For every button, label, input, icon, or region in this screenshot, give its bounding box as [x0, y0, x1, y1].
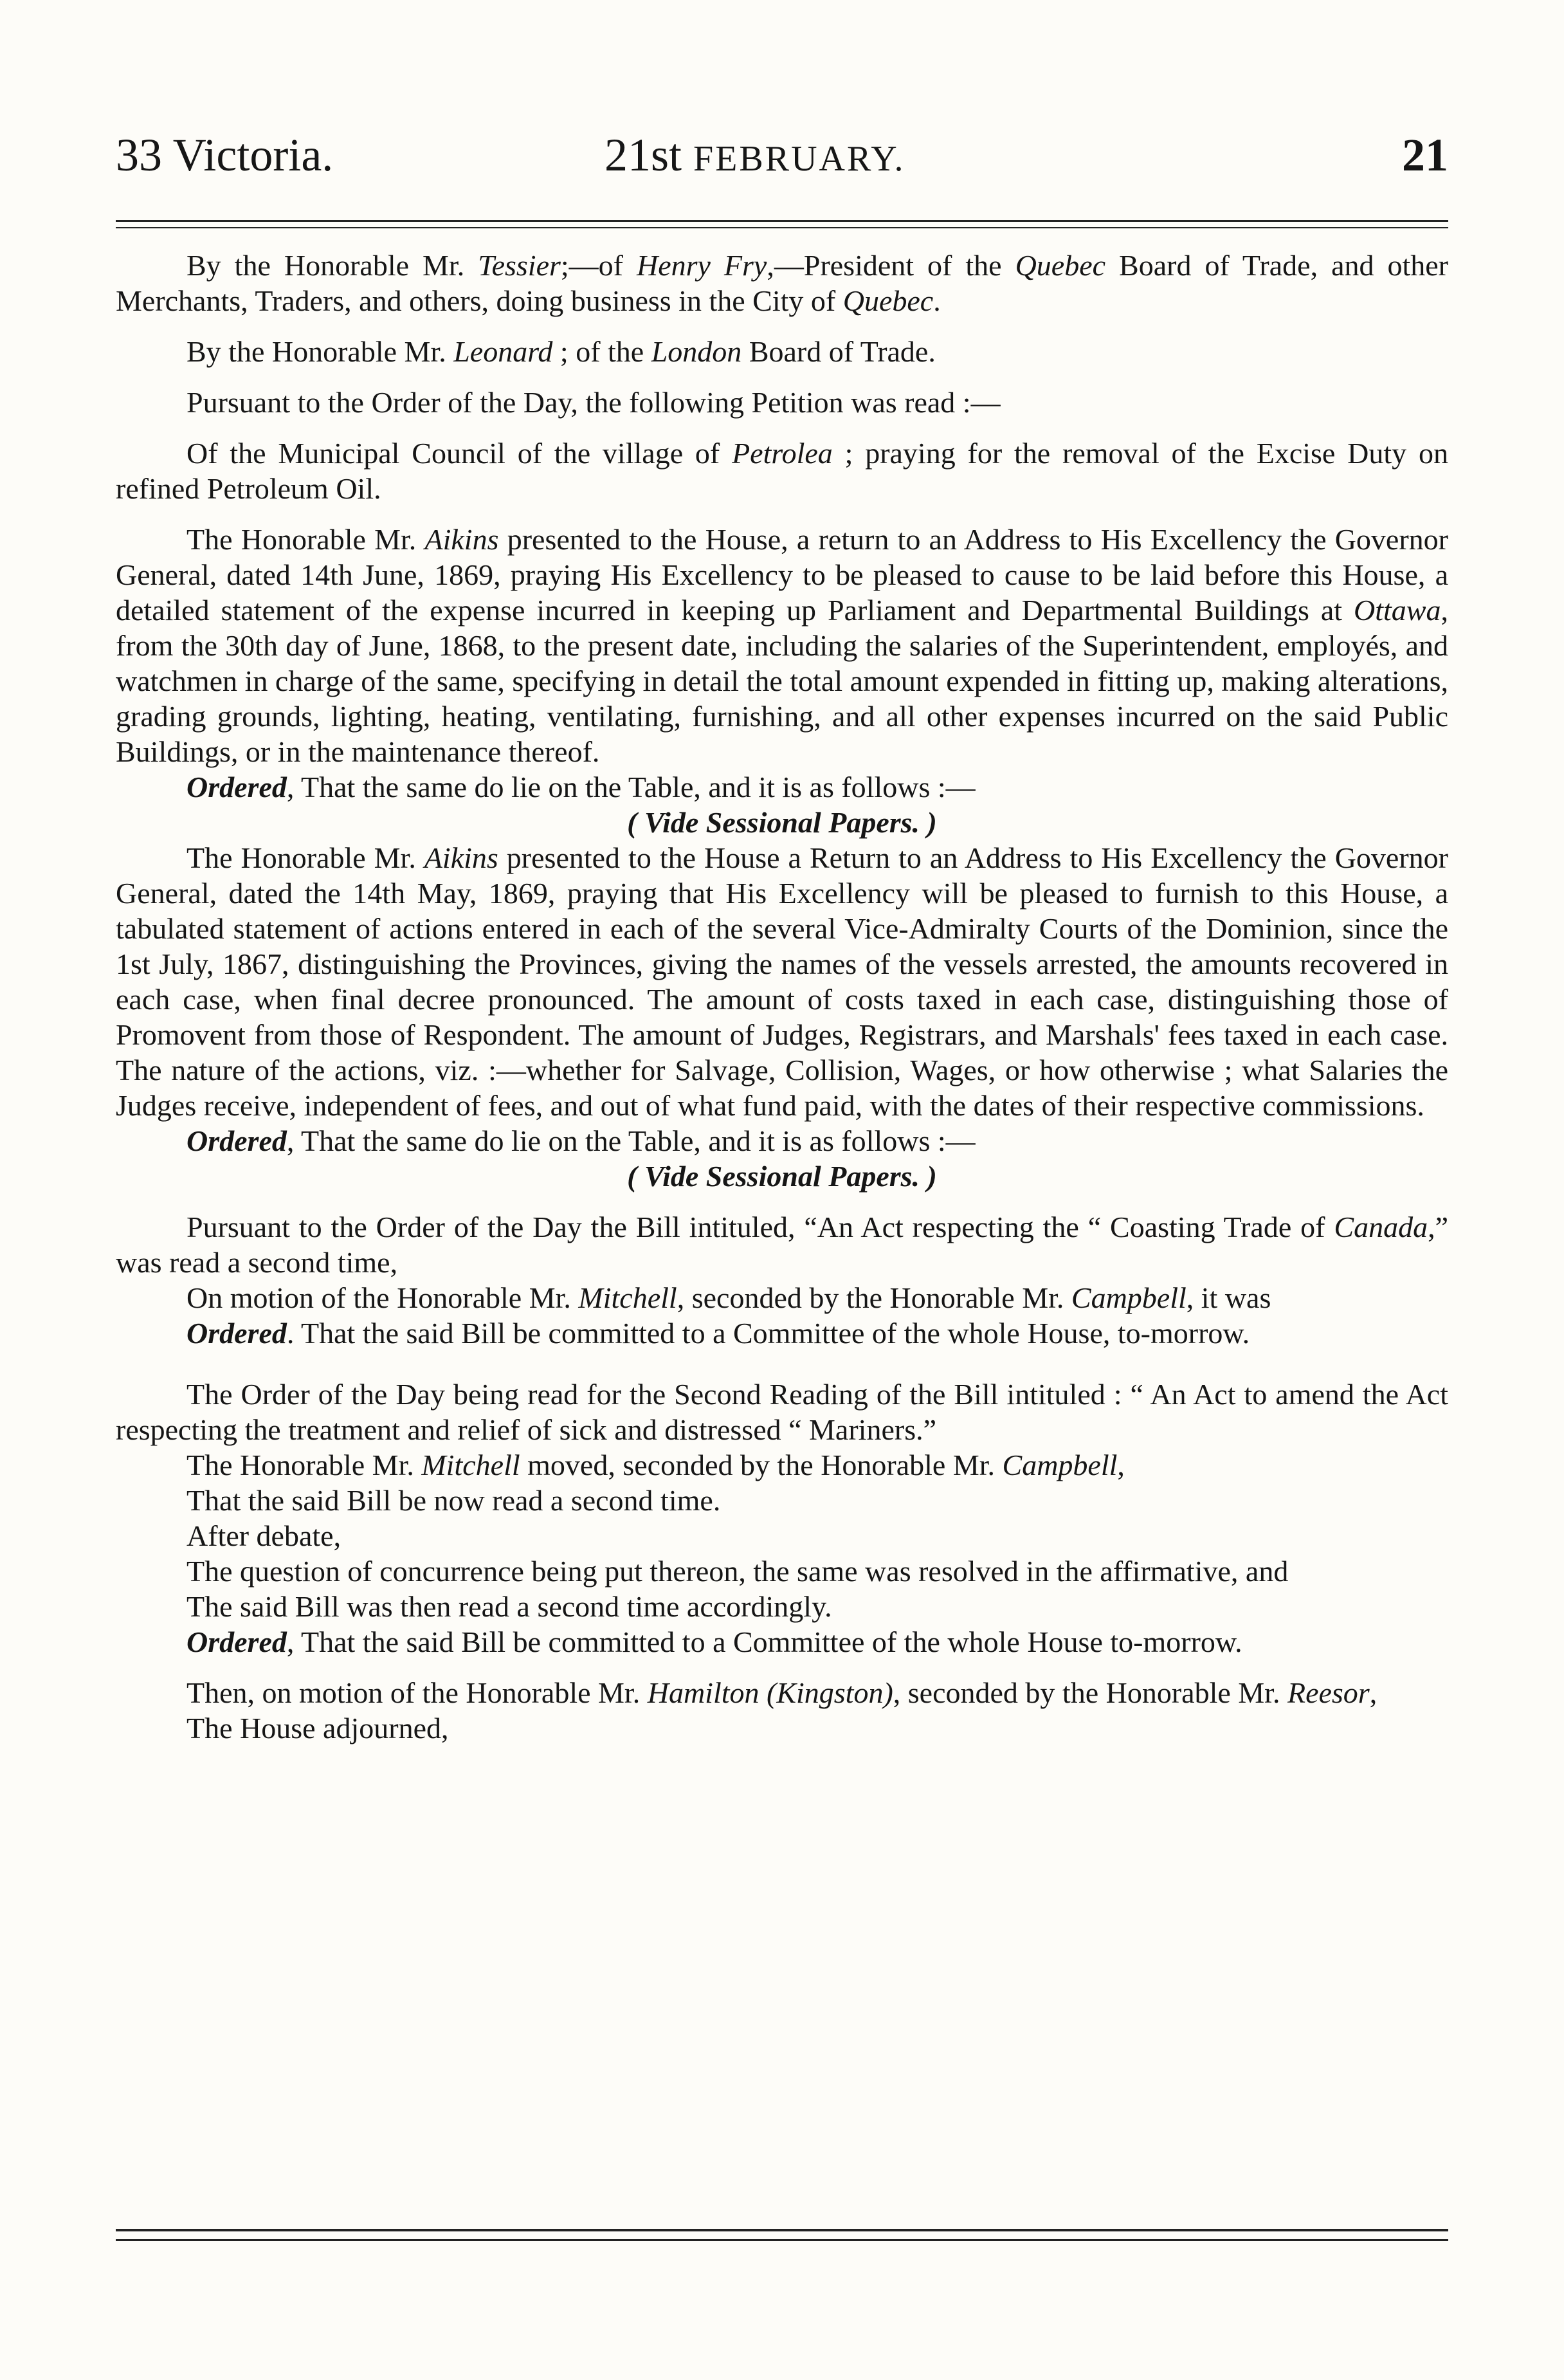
petition-petrolea [116, 435, 1448, 506]
return-buildings [116, 522, 1448, 769]
ordered-committee-1 [116, 1315, 1448, 1351]
ordered-label-2: Ordered [186, 1124, 287, 1157]
petition-tessier-place: Quebec [1015, 249, 1106, 282]
motion-mitchell-2-a: The Honorable Mr. [186, 1449, 422, 1481]
petition-leonard [116, 334, 1448, 369]
return-admiralty-a: The Honorable Mr. [186, 841, 424, 874]
ordered-committee-2 [116, 1624, 1448, 1660]
petition-tessier-i: . [933, 284, 941, 317]
motion-mitchell-1 [116, 1280, 1448, 1315]
ordered-text-3: . That the said Bill be committed to a Committee of the whole House, to-morrow. [286, 1317, 1250, 1350]
page-number: 21 [1402, 129, 1448, 181]
petition-tessier-a: By the Honorable Mr. [186, 249, 478, 282]
petition-leonard-member: Leonard [453, 335, 553, 368]
motion-mitchell-2-c: moved, seconded by the Honorable Mr. [520, 1449, 1003, 1481]
ordered-text-1: , That the same do lie on the Table, and it is as follows :— [286, 771, 976, 803]
house-adjourned: The House adjourned, [186, 1712, 449, 1744]
ordered-label-1: Ordered [186, 771, 287, 803]
petition-petrolea-village: Petrolea [732, 437, 833, 470]
ordered-table-1 [116, 769, 1448, 805]
ordered-label-4: Ordered [186, 1625, 287, 1658]
petition-petrolea-c: ; praying for the removal of the Excise Duty on refined Petroleum Oil. [116, 437, 1448, 505]
petition-leonard-c: ; of the [552, 335, 651, 368]
motion-mitchell-1-seconder: Campbell [1071, 1281, 1187, 1314]
petition-tessier-member: Tessier [478, 249, 561, 282]
motion-adjourn-a: Then, on motion of the Honorable Mr. [186, 1676, 648, 1709]
return-buildings-c: presented to the House, a return to an Address to His Excellency the Governor General, dated 14th June, 1869, praying His Excellency to be pleased to cause to be laid before this House, a detailed statement of the expense incurred in keeping up Parliament and Departmental Buildings at [116, 523, 1448, 627]
petition-leonard-city: London [651, 335, 742, 368]
return-admiralty-member: Aikins [424, 841, 498, 874]
motion-adjourn-mover: Hamilton (Kingston) [647, 1676, 893, 1709]
ordered-label-3: Ordered [186, 1317, 287, 1350]
mariners-bill-reading: The Order of the Day being read for the Second Reading of the Bill intituled : “ An Act to amend the Act respecting the treatment and relief of sick and distressed “ Mariners.” [116, 1378, 1448, 1446]
motion-mitchell-2-e: , [1117, 1449, 1125, 1481]
petition-leonard-e: Board of Trade. [741, 335, 936, 368]
ordered-text-2: , That the same do lie on the Table, and it is as follows :— [286, 1124, 976, 1157]
header-date [605, 129, 905, 182]
ordered-table-2 [116, 1123, 1448, 1158]
return-buildings-member: Aikins [424, 523, 499, 556]
petition-tessier [116, 248, 1448, 318]
header-session: 33 Victoria. [116, 129, 334, 181]
motion-mitchell-1-a: On motion of the Honorable Mr. [186, 1281, 579, 1314]
petition-tessier-c: ;—of [560, 249, 637, 282]
petition-tessier-city: Quebec [842, 284, 934, 317]
motion-mitchell-1-mover: Mitchell [578, 1281, 677, 1314]
motion-mitchell-2 [116, 1447, 1448, 1483]
vide-sessional-papers-1: ( Vide Sessional Papers. ) [627, 806, 937, 839]
vide-sessional-papers-2: ( Vide Sessional Papers. ) [627, 1160, 937, 1193]
coasting-bill-a: Pursuant to the Order of the Day the Bill intituled, “An Act respecting the “ Coasting Trade of [186, 1211, 1334, 1243]
header-rule [116, 220, 1448, 228]
motion-mitchell-2-mover: Mitchell [421, 1449, 520, 1481]
return-buildings-city: Ottawa [1354, 594, 1441, 627]
return-admiralty [116, 840, 1448, 1123]
petition-tessier-g: Board of Trade, and other Merchants, Traders, and others, doing business in the City of [116, 249, 1448, 317]
header-date-day: 21st [605, 129, 694, 181]
return-admiralty-c: presented to the House a Return to an Address to His Excellency the Governor General, dated the 14th May, 1869, praying that His Excellency will be pleased to furnish to this House, a tabulated statement of actions entered in each of the several Vice-Admiralty Courts of the Dominion, since the 1st July, 1867, distinguishing the Provinces, giving the names of the vessels arrested, the amounts recovered in each case, when final decree pronounced. The amount of costs taxed in each case, distinguishing those of Promovent from those of Respondent. The amount of Judges, Registrars, and Marshals' fees taxed in each case. The nature of the actions, viz. :—whether for Salvage, Collision, Wages, or how otherwise ; what Salaries the Judges receive, independent of fees, and out of what fund paid, with the dates of their respective commissions. [116, 841, 1448, 1122]
return-buildings-a: The Honorable Mr. [186, 523, 425, 556]
question-concurrence: The question of concurrence being put thereon, the same was resolved in the affirmative, and [186, 1555, 1289, 1588]
coasting-bill-reading [116, 1209, 1448, 1280]
running-header [116, 129, 1448, 199]
coasting-bill-c: ,” was read a second time, [116, 1211, 1448, 1279]
petition-leonard-a: By the Honorable Mr. [186, 335, 454, 368]
after-debate: After debate, [186, 1519, 341, 1552]
motion-adjourn-e: , [1369, 1676, 1378, 1709]
header-date-month: FEBRUARY. [693, 139, 905, 179]
coasting-bill-country: Canada [1334, 1211, 1428, 1243]
petition-tessier-petitioner: Henry Fry [636, 249, 767, 282]
order-of-day-petition: Pursuant to the Order of the Day, the following Petition was read :— [186, 386, 1001, 419]
petition-tessier-e: ,—President of the [767, 249, 1015, 282]
motion-adjourn [116, 1675, 1448, 1710]
motion-adjourn-c: , seconded by the Honorable Mr. [893, 1676, 1287, 1709]
motion-mitchell-1-c: , seconded by the Honorable Mr. [677, 1281, 1071, 1314]
second-time-motion: That the said Bill be now read a second time. [186, 1484, 721, 1517]
motion-mitchell-1-e: , it was [1186, 1281, 1271, 1314]
motion-mitchell-2-seconder: Campbell [1002, 1449, 1118, 1481]
return-buildings-e: , from the 30th day of June, 1868, to the present date, including the salaries of the Superintendent, employés, and watchmen in charge of the same, specifying in detail the total amount expended in fitting up, making alterations, grading grounds, lighting, heating, ventilating, furnishing, and all other expenses incurred on the said Public Buildings, or in the maintenance thereof. [116, 594, 1448, 768]
journal-body [116, 248, 1448, 1746]
motion-adjourn-seconder: Reesor [1287, 1676, 1370, 1709]
footer-rule [116, 2229, 1448, 2241]
petition-petrolea-a: Of the Municipal Council of the village of [186, 437, 732, 470]
read-second-time: The said Bill was then read a second time accordingly. [186, 1590, 832, 1623]
ordered-text-4: , That the said Bill be committed to a Committee of the whole House to-morrow. [286, 1625, 1242, 1658]
